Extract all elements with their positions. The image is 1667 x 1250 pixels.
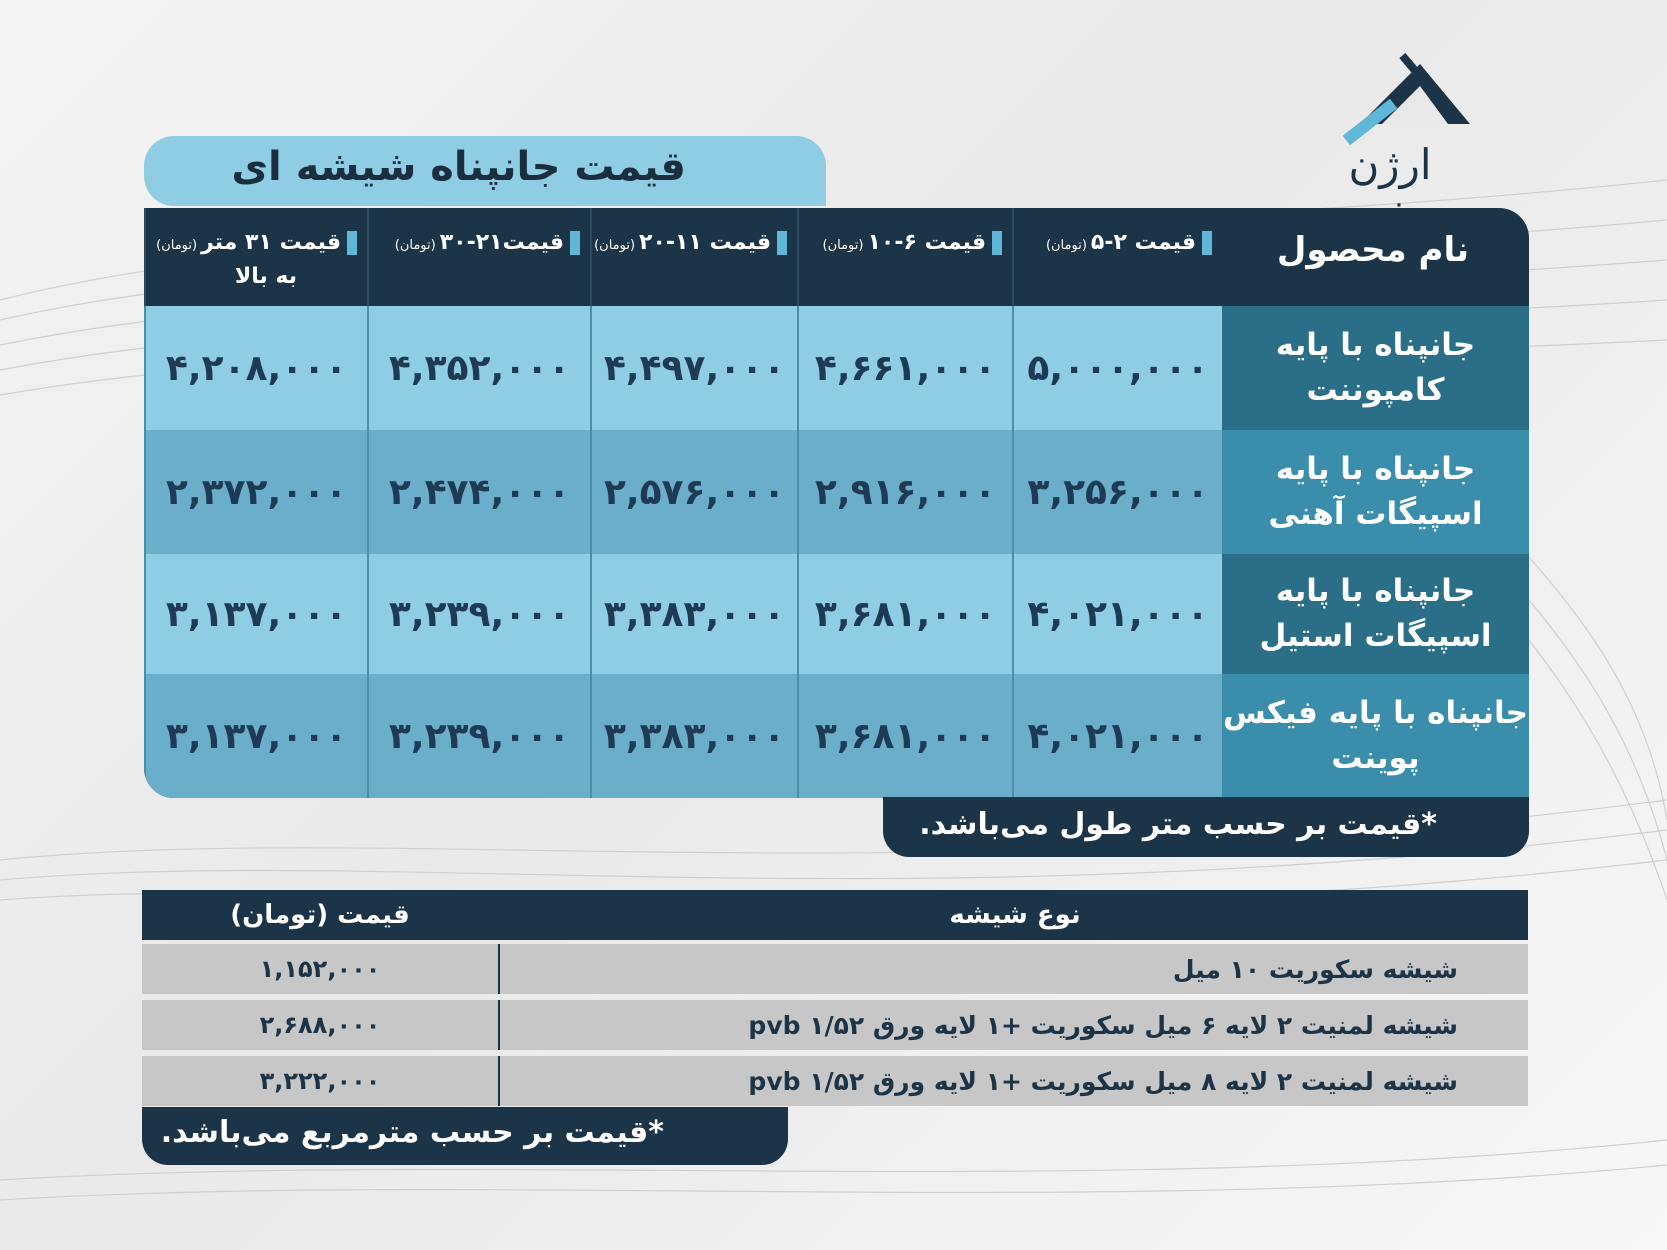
column-header-2-5: قیمت ۲-۵(تومان) <box>1012 208 1222 306</box>
column-header-6-10: قیمت ۶-۱۰(تومان) <box>797 208 1012 306</box>
glass-price-cell: ۳,۲۲۲,۰۰۰ <box>142 1056 498 1106</box>
table-row <box>144 430 1529 554</box>
glass-price-cell: ۱,۱۵۲,۰۰۰ <box>142 944 498 994</box>
glass-price-header: قیمت (تومان) <box>230 900 410 930</box>
price-cell: ۳,۶۸۱,۰۰۰ <box>797 554 1012 674</box>
table-row <box>144 554 1529 674</box>
price-cell: ۴,۳۵۲,۰۰۰ <box>367 306 590 430</box>
column-header-21-30: قیمت۲۱-۳۰(تومان) <box>367 208 590 306</box>
table-row <box>142 1056 1528 1106</box>
column-header-product-name: نام محصول <box>1276 230 1469 270</box>
column-header-11-20: قیمت ۱۱-۲۰(تومان) <box>590 208 797 306</box>
bullet-bar-icon <box>1202 231 1212 255</box>
glass-price-cell: ۲,۶۸۸,۰۰۰ <box>142 1000 498 1050</box>
price-cell: ۳,۲۵۶,۰۰۰ <box>1012 430 1222 554</box>
price-cell: ۲,۵۷۶,۰۰۰ <box>590 430 797 554</box>
price-cell: ۴,۴۹۷,۰۰۰ <box>590 306 797 430</box>
glass-type-cell: شیشه لمنیت ۲ لایه ۸ میل سکوریت +۱ لایه ورق pvb ۱/۵۲ <box>500 1056 1528 1106</box>
price-cell: ۳,۱۳۷,۰۰۰ <box>144 674 367 798</box>
price-table <box>144 208 1529 798</box>
price-cell: ۵,۰۰۰,۰۰۰ <box>1012 306 1222 430</box>
price-cell: ۳,۳۸۳,۰۰۰ <box>590 554 797 674</box>
product-name-cell: جانپناه با پایه اسپیگات استیل <box>1222 554 1529 674</box>
table-row <box>142 944 1528 994</box>
price-cell: ۴,۲۰۸,۰۰۰ <box>144 306 367 430</box>
price-cell: ۴,۶۶۱,۰۰۰ <box>797 306 1012 430</box>
price-cell: ۳,۳۸۳,۰۰۰ <box>590 674 797 798</box>
price-cell: ۴,۰۲۱,۰۰۰ <box>1012 674 1222 798</box>
price-cell: ۳,۲۳۹,۰۰۰ <box>367 674 590 798</box>
price-cell: ۳,۱۳۷,۰۰۰ <box>144 554 367 674</box>
brand-logo-text: ارژن <box>1348 140 1432 189</box>
glass-type-cell: شیشه سکوریت ۱۰ میل <box>500 944 1528 994</box>
glass-table-note: *قیمت بر حسب مترمربع می‌باشد. <box>142 1107 788 1165</box>
product-name-cell: جانپناه با پایه فیکس پوینت <box>1222 674 1529 798</box>
price-cell: ۲,۳۷۲,۰۰۰ <box>144 430 367 554</box>
price-cell: ۲,۴۷۴,۰۰۰ <box>367 430 590 554</box>
bullet-bar-icon <box>347 231 357 255</box>
table-row <box>144 306 1529 430</box>
price-cell: ۳,۶۸۱,۰۰۰ <box>797 674 1012 798</box>
product-name-cell: جانپناه با پایه کامپوننت <box>1222 306 1529 430</box>
table-row <box>144 674 1529 798</box>
title-tab <box>144 136 826 206</box>
price-cell: ۳,۲۳۹,۰۰۰ <box>367 554 590 674</box>
price-table-note: *قیمت بر حسب متر طول می‌باشد. <box>883 797 1529 857</box>
column-header-31-plus: قیمت ۳۱ متر(تومان) به بالا <box>144 208 367 306</box>
price-cell: ۲,۹۱۶,۰۰۰ <box>797 430 1012 554</box>
glass-type-cell: شیشه لمنیت ۲ لایه ۶ میل سکوریت +۱ لایه ورق pvb ۱/۵۲ <box>500 1000 1528 1050</box>
table-row <box>142 1000 1528 1050</box>
bullet-bar-icon <box>992 231 1002 255</box>
glass-table-header <box>142 890 1528 940</box>
product-name-cell: جانپناه با پایه اسپیگات آهنی <box>1222 430 1529 554</box>
price-cell: ۴,۰۲۱,۰۰۰ <box>1012 554 1222 674</box>
bullet-bar-icon <box>777 231 787 255</box>
bullet-bar-icon <box>570 231 580 255</box>
glass-type-header: نوع شیشه <box>949 900 1081 930</box>
page-title: قیمت جانپناه شیشه ای <box>231 144 686 190</box>
